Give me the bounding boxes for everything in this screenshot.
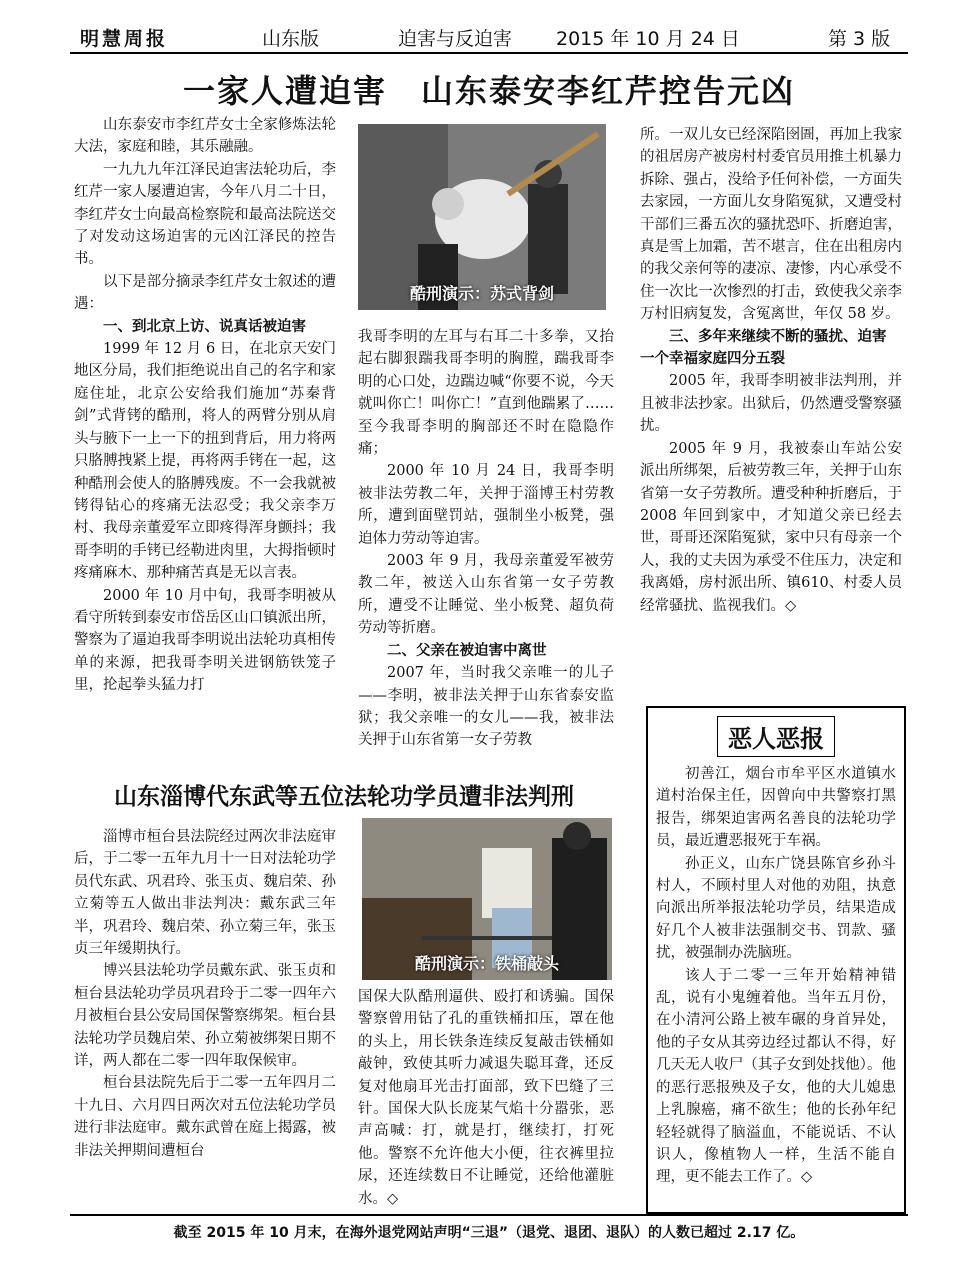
torture-demo-photo: [358, 124, 606, 310]
paragraph: 山东泰安市李红芹女士全家修炼法轮大法，家庭和睦，其乐融融。: [74, 117, 336, 156]
edition-label: 山东版: [262, 28, 320, 50]
paragraph: 淄博市桓台县法院经过两次非法庭审后，于二零一五年九月十一日对法轮功学员代东武、巩君玲、张玉贞、魏启荣、孙立菊等五人做出非法判决：戴东武三年半，巩君玲、魏启荣、孙立菊三年，张玉贞三年缓期执行。: [74, 829, 336, 958]
paragraph: 桓台县法院先后于二零一五年四月二十九日、六月四日两次对五位法轮功学员进行非法庭审。戴东武曾在庭上揭露，被非法关押期间遭桓台: [74, 1075, 336, 1159]
paragraph: 一九九九年江泽民迫害法轮功后，李红芹一家人屡遭迫害，今年八月二十日，李红芹女士向最高检察院和最高法院送交了对发动这场迫害的元凶江泽民的控告书。: [74, 161, 336, 268]
subheading: 一、到北京上访、说真话被迫害: [103, 318, 306, 335]
photo-caption: 酷刑演示：铁桶敲头: [414, 954, 559, 973]
footer-rule: [70, 1214, 908, 1216]
paragraph: 2000 年 10 月 24 日，我哥李明被非法劳教二年，关押于淄博王村劳教所，遭到面壁罚站，强制坐小板凳，强迫体力劳动等迫害。: [358, 463, 614, 547]
paragraph: 国保大队酷刑逼供、殴打和诱骗。国保警察曾用钻了孔的重铁桶扣压，罩在他的头上，用长铁条连续反复敲击铁桶如敲钟，致使其听力减退失聪耳聋，还反复对他扇耳光击打面部，致下巴缝了三针。国保大队长庞某气焰十分嚣张，恶声高喊：打，就是打，继续打，打死他。警察不允许他大小便，往衣裤里拉尿，还连续数日不让睡觉，还给他灌脏水。◇: [358, 989, 614, 1207]
paragraph: 2007 年，当时我父亲唯一的儿子——李明，被非法关押于山东省泰安监狱；我父亲唯一的女儿——我，被非法关押于山东省第一女子劳教: [358, 665, 614, 749]
article1-title: 一家人遭迫害 山东泰安李红芹控告元凶: [182, 72, 795, 110]
page-number: 第 3 版: [828, 28, 891, 50]
article2-title: 山东淄博代东武等五位法轮功学员遭非法判刑: [114, 784, 574, 810]
iron-bucket-photo: [362, 818, 612, 980]
paragraph: 2003 年 9 月，我母亲董爱军被劳教二年，被送入山东省第一女子劳教所，遭受不让睡觉、坐小板凳、超负荷劳动等折磨。: [358, 553, 614, 637]
paragraph: 初善江，烟台市牟平区水道镇水道村治保主任，因曾向中共警察打黑报告，绑架迫害两名善良的法轮功学员，最近遭恶报死于车祸。: [656, 766, 896, 850]
paragraph: 孙正义，山东广饶县陈官乡孙斗村人，不顾村里人对他的劝阻，执意向派出所举报法轮功学员，结果造成好几个人被非法强制交书、罚款、骚扰，被强制办洗脑班。: [656, 855, 896, 962]
paragraph: 我哥李明的左耳与右耳二十多拳，又抬起右脚狠踹我哥李明的胸膛，踹我哥李明的心口处，边踹边喊“你要不说，今天就叫你亡！叫你亡！”直到他踹累了……至今我哥李明的胸部还不时在隐隐作痛；: [358, 329, 614, 458]
photo-caption: 酷刑演示：苏式背剑: [409, 284, 554, 303]
box-title: 恶人恶报: [717, 716, 835, 757]
paragraph: 2005 年 9 月，我被泰山车站公安派出所绑架，后被劳教三年，关押于山东省第一女子劳教所。遭受种种折磨后，于 2008 年回到家中，才知道父亲已经去世，哥哥还深陷冤狱，家中只有母亲一个人，我的丈夫因为承受不住压力，决定和我离婚，房村派出所、镇610、村委人员经常骚扰、监视我们。◇: [640, 440, 902, 614]
header-rule: [70, 52, 908, 54]
article1-column-1: [74, 114, 336, 697]
section-label: 迫害与反迫害: [398, 28, 513, 50]
evil-retribution-box: [646, 706, 906, 1214]
subheading: 二、父亲在被迫害中离世: [387, 642, 547, 659]
paragraph: 1999 年 12 月 6 日，在北京天安门地区分局，我们拒绝说出自己的名字和家庭住址，北京公安给我们施加“苏秦背剑”式背铐的酷刑，将人的两臂分别从肩头与腋下一上一下的扭到背后，用力将两只胳膊拽紧上提，再将两手铐在一起，这种酷刑会使人的胳膊残废。不一会我就被铐得钻心的疼痛无法忍受；我父亲李万村、我母亲董爱军立即疼得浑身颤抖；我哥李明的手铐已经勒进肉里，大拇指顿时疼痛麻木、那种痛苦真是无以言表。: [74, 341, 336, 582]
paragraph: 所。一双儿女已经深陷囹圄，再加上我家的祖居房产被房村村委官员用推土机暴力拆除、强占，没给予任何补偿，一方面失去家园，一方面儿女身陷冤狱，又遭受村干部们三番五次的骚扰恐吓、折磨迫害，真是雪上加霜，苦不堪言，住在出租房内的我父亲何等的凄凉、凄惨，内心承受不住一次比一次惨烈的打击，致使我父亲李万村旧病复发，含冤离世，年仅 58 岁。: [640, 127, 902, 323]
paragraph: 2005 年，我哥李明被非法判刑，并且被非法抄家。出狱后，仍然遭受警察骚扰。: [640, 373, 902, 435]
paper-name: 明慧周报: [80, 28, 169, 50]
issue-date: 2015 年 10 月 24 日: [556, 28, 740, 50]
paragraph: 博兴县法轮功学员戴东武、张玉贞和桓台县法轮功学员巩君玲于二零一四年六月被桓台县公安局国保警察绑架。桓台县法轮功学员魏启荣、孙立菊被绑架日期不详，两人都在二零一四年取保候审。: [74, 963, 336, 1070]
article1-column-2: [358, 326, 614, 752]
paragraph: 以下是部分摘录李红芹女士叙述的遭遇：: [74, 273, 336, 313]
article1-column-3: [640, 124, 902, 617]
article2-column-1: [74, 826, 336, 1162]
footer-notice: 截至 2015 年 10 月末，在海外退党网站声明“三退”（退党、退团、退队）的人数已超过 2.17 亿。: [173, 1225, 805, 1241]
paragraph: 2000 年 10 月中旬，我哥李明被从看守所转到泰安市岱岳区山口镇派出所，警察为了逼迫我哥李明说出法轮功真相传单的来源，把我哥李明关进钢筋铁笼子里，抡起拳头猛力打: [74, 587, 336, 694]
subheading: 三、多年来继续不断的骚扰、迫害 一个幸福家庭四分五裂: [640, 328, 901, 368]
article2-column-2: [358, 986, 614, 1210]
paragraph: 该人于二零一三年开始精神错乱，说有小鬼缠着他。当年五月份，在小清河公路上被车碾的身首异处，他的子女从其旁边经过都认不得，好几天无人收尸（其子女到处找他）。他的恶行恶报殃及子女，他的大儿媳患上乳腺癌，痛不欲生；他的长孙年纪轻轻就得了脑溢血，不能说话、不认识人，像植物人一样，生活不能自理，更不能去工作了。◇: [656, 967, 896, 1186]
